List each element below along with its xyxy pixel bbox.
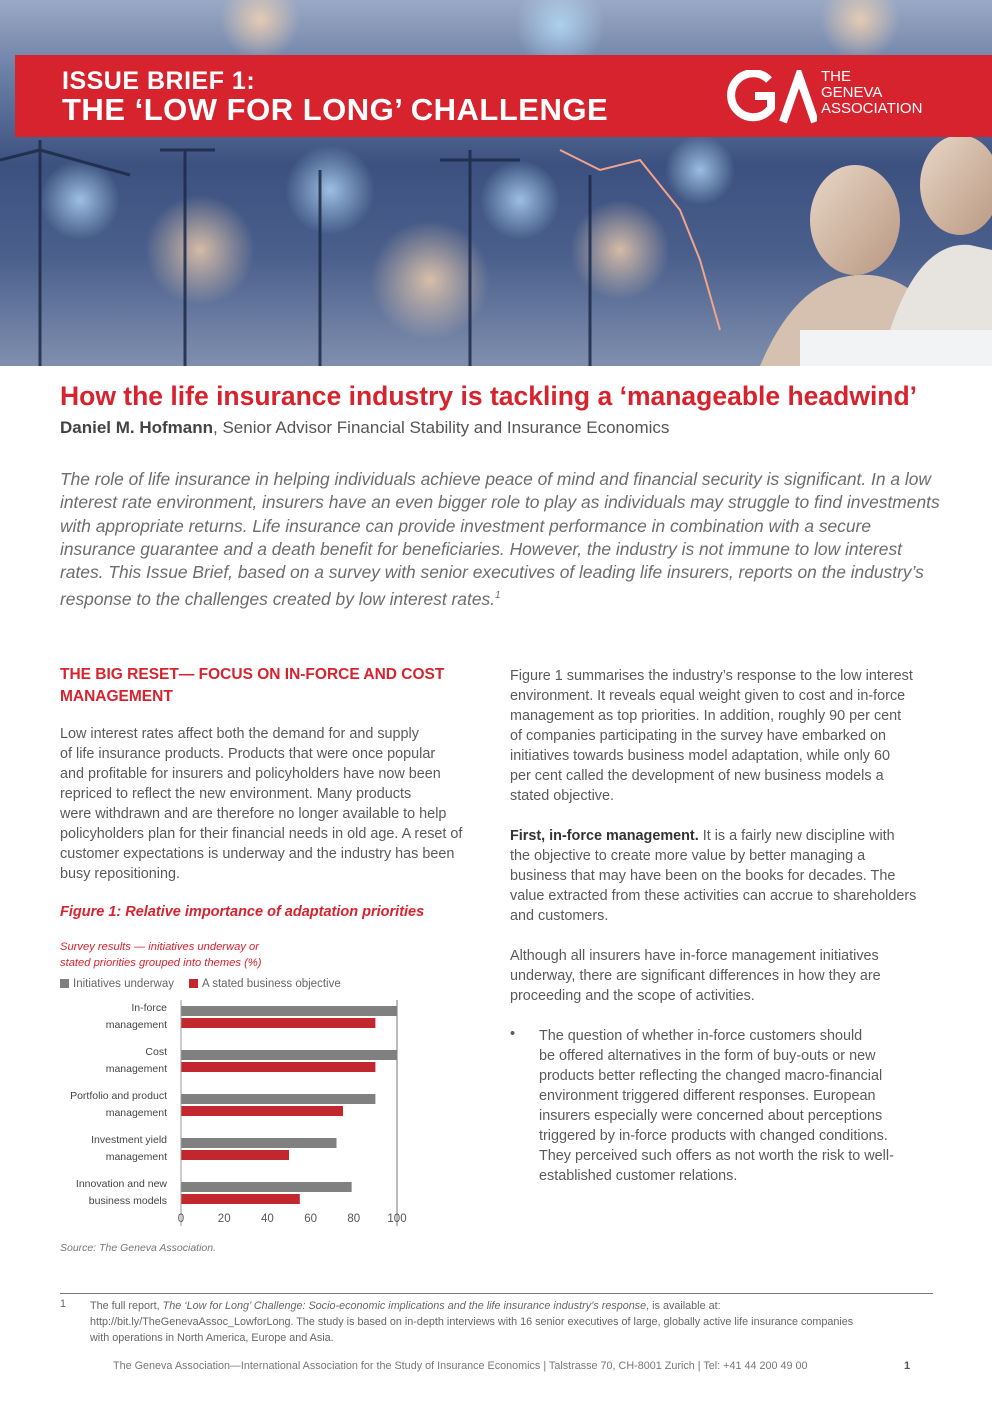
text-line: be offered alternatives in the form of buy-outs or new: [539, 1048, 876, 1064]
logo-word-the: THE: [821, 68, 851, 85]
chart-category-label: business models: [88, 1195, 167, 1207]
chart-category-label: management: [105, 1151, 167, 1163]
intro-line: interest rate environment, insurers have an even bigger role to play as individuals may struggle to find investments: [60, 492, 940, 513]
banner-title: THE ‘LOW FOR LONG’ CHALLENGE: [62, 92, 609, 127]
text-line: customer expectations is underway and the industry has been: [60, 846, 455, 862]
intro-paragraph: [60, 468, 940, 612]
footnote-text-part: , is available at:: [646, 1300, 721, 1312]
legend-label: A stated business objective: [202, 978, 341, 990]
chart-tick-label: 80: [347, 1213, 361, 1225]
legend-item-series-1: [60, 978, 174, 990]
footnote-link-line[interactable]: http://bit.ly/TheGenevaAssoc_LowforLong. The study is based on in-depth interviews with 16 senior executives of large, globally active life insurance companies: [90, 1316, 854, 1328]
footnote-line: with operations in North America, Europe and Asia.: [90, 1332, 334, 1344]
chart-bar: [181, 1194, 300, 1204]
text-line: underway, there are significant differences in how they are: [510, 968, 881, 984]
intro-line: [60, 584, 940, 611]
logo-wordmark: [821, 69, 922, 117]
text-line: triggered by in-force products with changed conditions.: [539, 1128, 888, 1144]
left-paragraph: [60, 724, 462, 884]
intro-line: with appropriate returns. Life insurance can provide investment performance in combination with a secure: [60, 515, 872, 536]
chart-tick-label: 20: [217, 1213, 231, 1225]
page-number: 1: [904, 1360, 911, 1372]
intro-line: rates. This Issue Brief, based on a survey with senior executives of leading life insurers, reports on the industry’s: [60, 562, 924, 583]
logo-word-geneva: GENEVA: [821, 84, 883, 101]
geneva-association-logo-icon: [725, 70, 817, 124]
chart-category-label: management: [105, 1019, 167, 1031]
chart-category-label: Investment yield: [91, 1134, 167, 1146]
bar-chart: [50, 998, 420, 1228]
chart-tick-label: 100: [387, 1213, 407, 1225]
chart-bar: [181, 1150, 289, 1160]
chart-category-label: Cost: [145, 1046, 167, 1058]
figure-subtitle-line: Survey results — initiatives underway or: [60, 941, 259, 953]
report-title: The ‘Low for Long’ Challenge: Socio-economic implications and the life insurance industry’s response: [162, 1300, 647, 1312]
text-line: environment triggered different responses. European: [539, 1088, 876, 1104]
text-line: initiatives towards business model adaptation, while only 60: [510, 748, 890, 764]
chart-tick-label: 40: [261, 1213, 274, 1225]
page-title: How the life insurance industry is tackling a ‘manageable headwind’: [60, 381, 918, 411]
chart-bar: [181, 1182, 352, 1192]
legend-swatch-gray: [60, 979, 69, 988]
bullet-item: [510, 1026, 894, 1186]
author-line: [60, 418, 669, 438]
right-paragraph-1: [510, 666, 913, 806]
section-heading-line: THE BIG RESET— FOCUS ON IN-FORCE AND COST: [60, 666, 445, 683]
footnote-text-part: The full report,: [90, 1300, 163, 1312]
banner-issue-label: ISSUE BRIEF 1:: [62, 67, 256, 95]
chart-bar: [181, 1062, 375, 1072]
chart-category-label: In-force: [131, 1002, 167, 1014]
text-line: the objective to create more value by better managing a: [510, 848, 866, 864]
text-line: products better reflecting the changed macro-financial: [539, 1068, 883, 1084]
text-line: and profitable for insurers and policyholders have now been: [60, 766, 441, 782]
text-line: value extracted from these activities can accrue to shareholders: [510, 888, 917, 904]
issue-banner: [15, 55, 992, 137]
chart-tick-label: 60: [304, 1213, 317, 1225]
text-line: Although all insurers have in-force management initiatives: [510, 948, 879, 964]
author-name: Daniel M. Hofmann: [60, 418, 214, 437]
text-line: [510, 826, 916, 846]
legend-label: Initiatives underway: [73, 978, 174, 990]
text-line: per cent called the development of new business models a: [510, 768, 884, 784]
text-line: proceeding and the scope of activities.: [510, 988, 755, 1004]
figure-subtitle-line: stated priorities grouped into themes (%): [60, 956, 262, 969]
right-paragraph-2: [510, 826, 916, 926]
section-heading: [60, 664, 480, 708]
author-role: , Senior Advisor Financial Stability and Insurance Economics: [213, 418, 670, 437]
logo-word-association: ASSOCIATION: [821, 100, 923, 117]
text-line: of companies participating in the survey have embarked on: [510, 728, 886, 744]
chart-bar: [181, 1006, 397, 1016]
text-line: repriced to reflect the new environment. Many products: [60, 786, 412, 802]
paragraph-lead: First, in-force management.: [510, 828, 699, 844]
legend-item-series-2: [189, 978, 341, 990]
text-line: business that may have been on the books for decades. The: [510, 868, 896, 884]
figure-source: Source: The Geneva Association.: [60, 1242, 217, 1254]
chart-bar: [181, 1138, 337, 1148]
text-line: stated objective.: [510, 788, 614, 804]
intro-line-text: response to the challenges created by low interest rates.: [60, 589, 496, 610]
text-line: insurers especially were concerned about perceptions: [539, 1108, 883, 1124]
text-line: Low interest rates affect both the demand for and supply: [60, 726, 419, 742]
text-line: Figure 1 summarises the industry’s response to the low interest: [510, 668, 913, 684]
section-heading-line: MANAGEMENT: [60, 688, 173, 705]
chart-category-label: Innovation and new: [75, 1178, 167, 1190]
footnote-number: 1: [60, 1298, 67, 1310]
footnote-line: [90, 1298, 853, 1314]
chart-bar: [181, 1106, 343, 1116]
page-footer: The Geneva Association—International Association for the Study of Insurance Economics | Talstrasse 70, CH-8001 Zurich | Tel: +41 44 200 49 00: [113, 1360, 808, 1372]
figure-subtitle: [60, 940, 261, 971]
text-line: policyholders plan for their financial needs in old age. A reset of: [60, 826, 463, 842]
text-line: were withdrawn and are therefore no longer available to help: [60, 806, 447, 822]
figure-title: Figure 1: Relative importance of adaptation priorities: [60, 904, 425, 920]
text-line: management as top priorities. In addition, roughly 90 per cent: [510, 708, 902, 724]
legend-swatch-red: [189, 979, 198, 988]
bullet-mark: •: [510, 1026, 516, 1042]
text-line: environment. It reveals equal weight given to cost and in-force: [510, 688, 906, 704]
chart-category-label: management: [105, 1107, 167, 1119]
chart-bar: [181, 1094, 375, 1104]
text-line-rest: It is a fairly new discipline with: [698, 828, 895, 844]
chart-bar: [181, 1018, 375, 1028]
chart-bar: [181, 1050, 397, 1060]
text-line: and customers.: [510, 908, 609, 924]
footnote-text: [90, 1298, 853, 1346]
intro-line: The role of life insurance in helping individuals achieve peace of mind and financial security is significant. In a low: [60, 469, 931, 489]
text-line: They perceived such offers as not worth the risk to well-: [539, 1148, 894, 1164]
text-line: of life insurance products. Products that were once popular: [60, 746, 436, 762]
footnote-divider: [60, 1293, 933, 1294]
intro-line: insurance guarantee and a death benefit for beneficiaries. However, the industry is not immune to low interest: [60, 538, 902, 559]
footnote-ref[interactable]: 1: [495, 590, 501, 602]
text-line: established customer relations.: [539, 1168, 738, 1184]
chart-category-label: Portfolio and product: [70, 1090, 167, 1102]
text-line: The question of whether in-force customers should: [539, 1028, 863, 1044]
chart-legend: [60, 978, 341, 990]
hero-image: [0, 0, 992, 366]
text-line: busy repositioning.: [60, 866, 180, 882]
chart-tick-label: 0: [177, 1213, 185, 1225]
right-paragraph-3: [510, 946, 881, 1006]
chart-category-label: management: [105, 1063, 167, 1075]
